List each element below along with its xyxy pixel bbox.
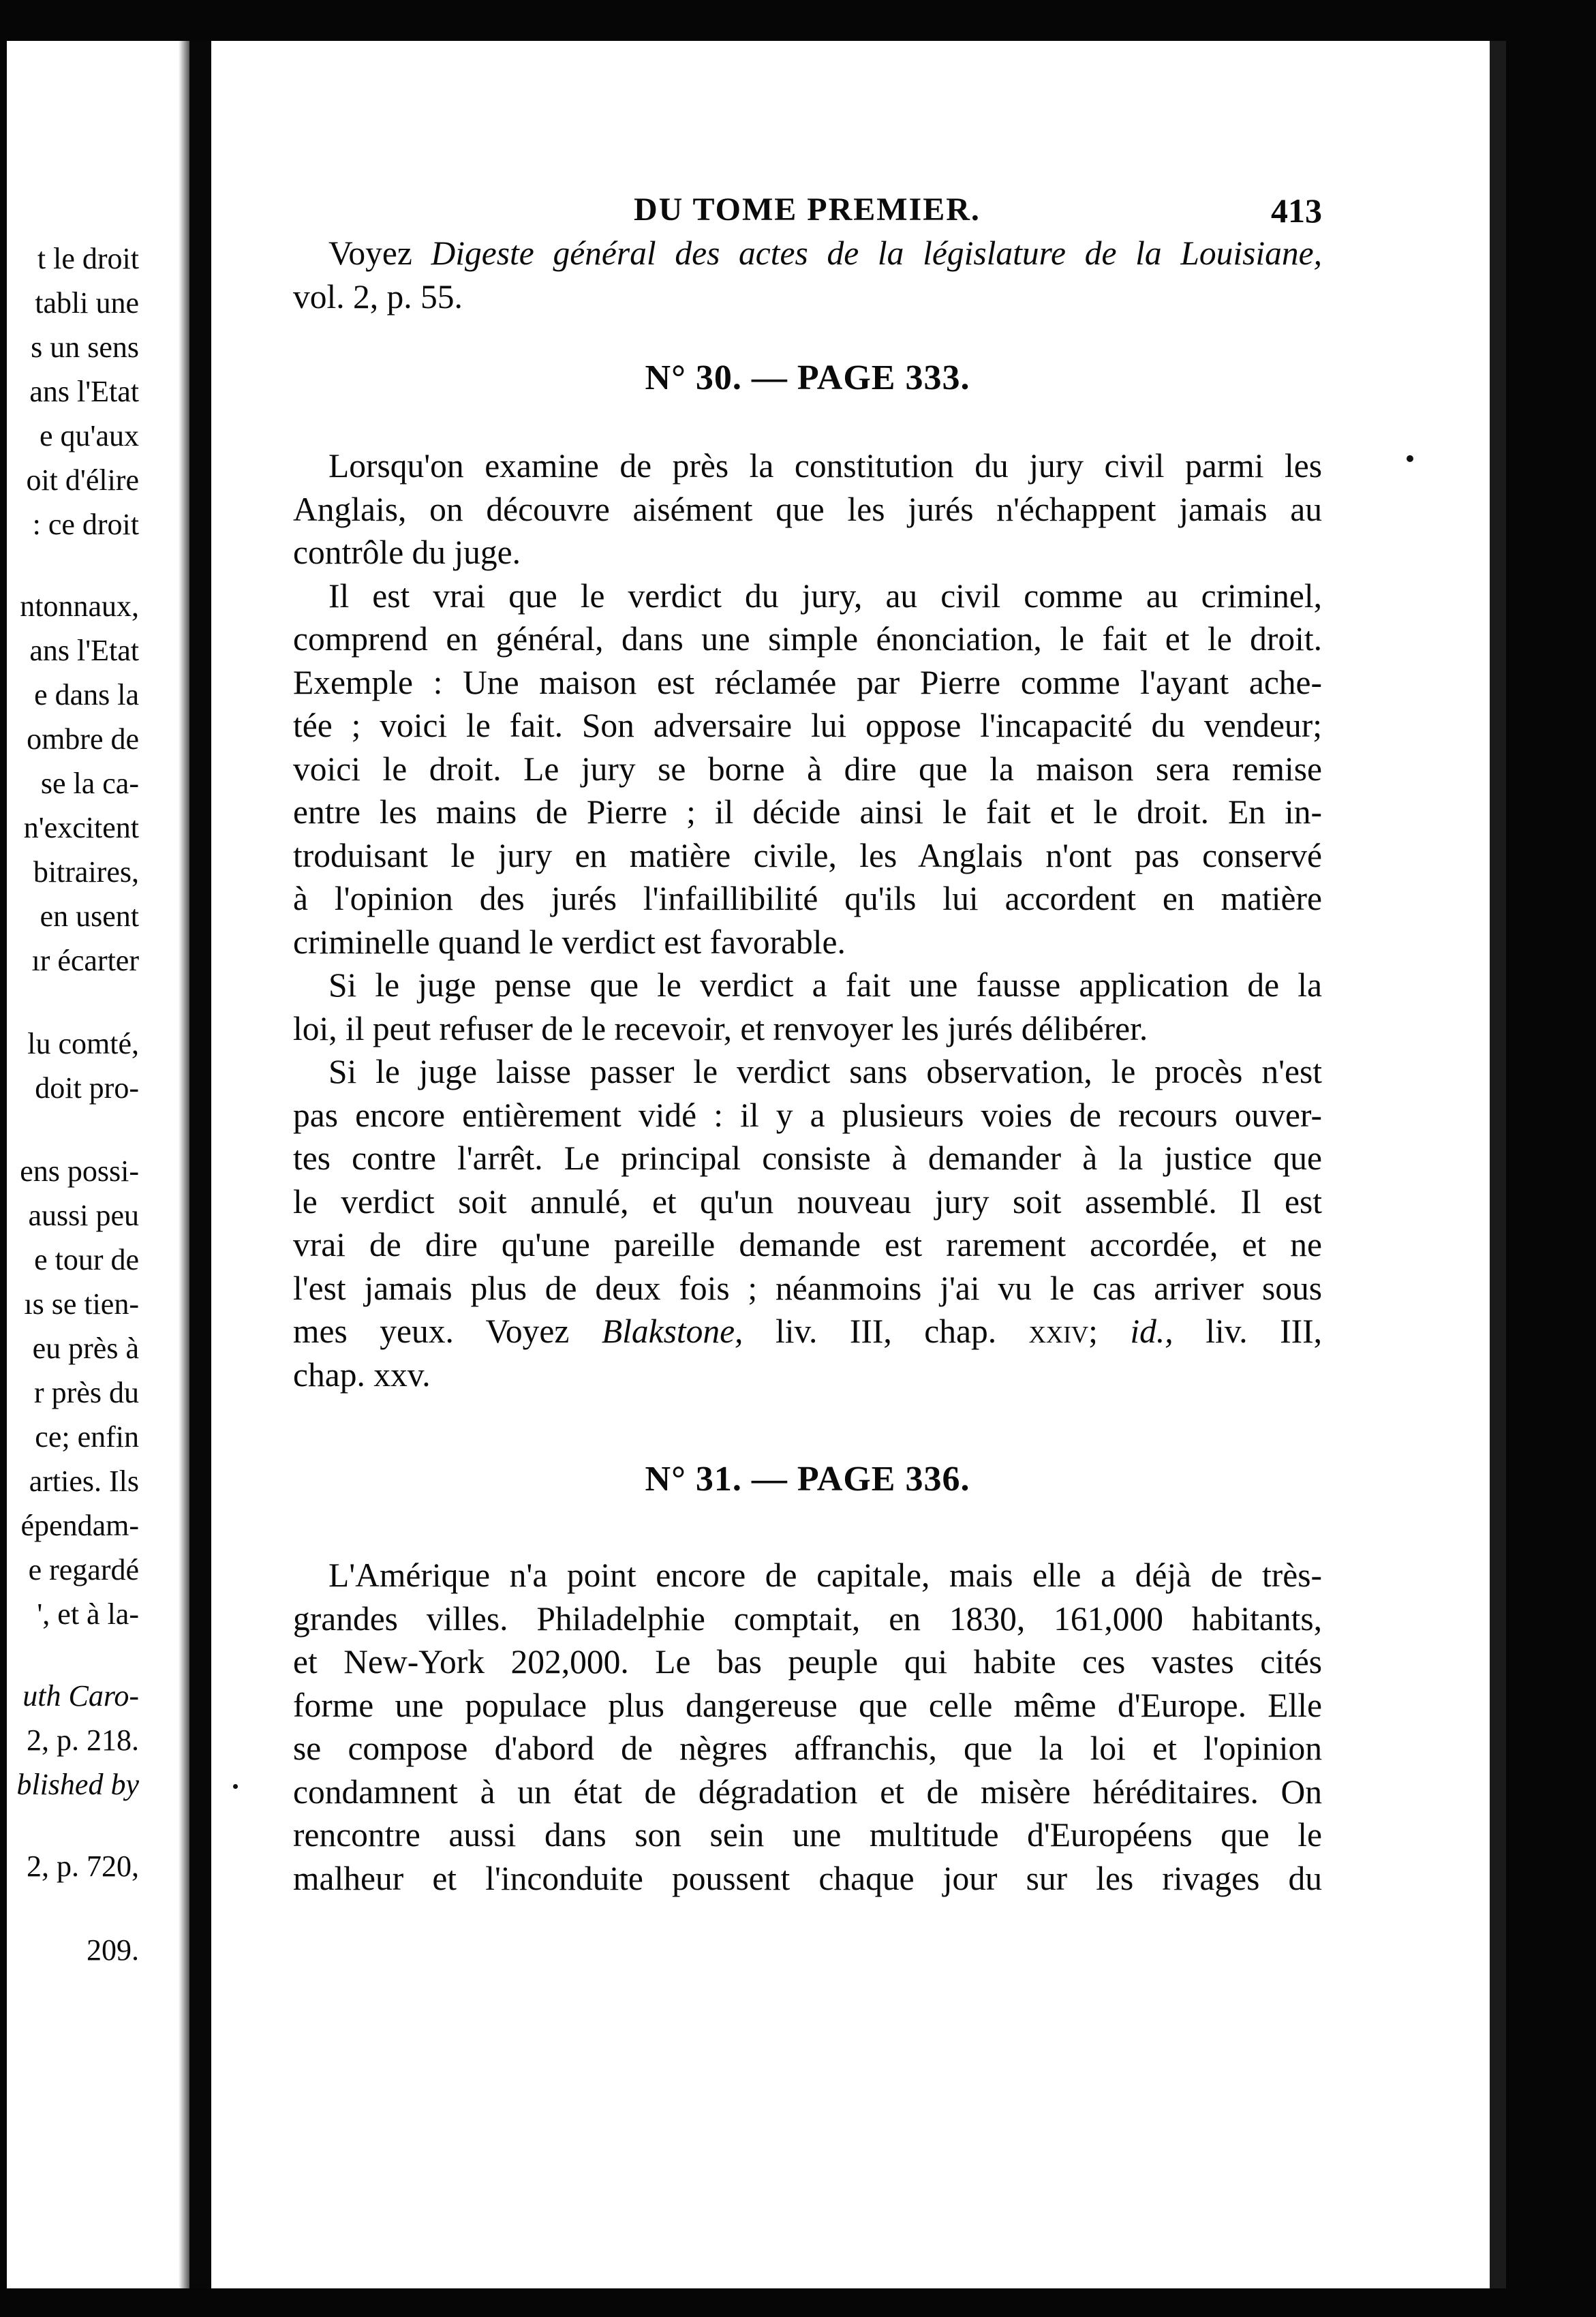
facing-page-line: 2, p. 720,	[27, 1850, 139, 1883]
facing-page-line: se la ca-	[40, 767, 139, 800]
facing-page-line: lu comté,	[27, 1027, 139, 1060]
facing-page-line: uth Caro-	[22, 1679, 139, 1713]
text-line: condamnent à un état de dégradation et de misère héréditaires. On	[293, 1773, 1322, 1811]
text-line: L'Amérique n'a point encore de capitale, mais elle a déjà de très-	[328, 1556, 1322, 1594]
facing-page-line: eu près à	[32, 1332, 139, 1365]
scan-border-right	[1506, 0, 1596, 2317]
note-30-final-line: chap. xxv.	[293, 1355, 431, 1394]
text-line: malheur et l'inconduite poussent chaque jour sur les rivages du	[293, 1859, 1322, 1897]
page-number: 413	[1271, 191, 1322, 230]
facing-page-line: e tour de	[34, 1243, 139, 1276]
facing-page-line: oit d'élire	[26, 463, 139, 497]
note-30-paragraph-1	[293, 444, 1322, 574]
facing-page-line: ıs se tien-	[24, 1287, 139, 1321]
text-line: loi, il peut refuser de le recevoir, et renvoyer les jurés délibérer.	[293, 1009, 1148, 1047]
text-line: rencontre aussi dans son sein une multitude d'Européens que le	[293, 1816, 1322, 1854]
text-line: entre les mains de Pierre ; il décide ainsi le fait et le droit. En in-	[293, 793, 1322, 831]
running-head	[293, 191, 1322, 239]
facing-page-line: : ce droit	[32, 508, 139, 541]
note-30-paragraph-3	[293, 964, 1322, 1050]
facing-page-line: ens possi-	[20, 1154, 139, 1188]
note-30-citation-line: mes yeux. Voyez Blakstone, liv. III, chap. xxiv; id., liv. III,	[293, 1313, 1322, 1350]
facing-page-line: n'excitent	[23, 811, 139, 844]
text-line: à l'opinion des jurés l'infaillibilité qu'ils lui accordent en matière	[293, 880, 1322, 917]
book-gutter	[189, 41, 211, 2288]
text-line: le verdict soit annulé, et qu'un nouveau jury soit assemblé. Il est	[293, 1182, 1322, 1221]
text-line: tes contre l'arrêt. Le principal consiste à demander à la justice que	[293, 1139, 1322, 1177]
text-line: Si le juge pense que le verdict a fait une fausse application de la	[328, 966, 1322, 1004]
gutter-shadow	[179, 41, 189, 2288]
text-line: criminelle quand le verdict est favorable.	[293, 923, 846, 961]
facing-page-line: blished by	[16, 1768, 139, 1801]
facing-page-line: ır écarter	[31, 944, 139, 977]
text-line: Lorsqu'on examine de près la constitution du jury civil parmi les	[328, 447, 1322, 485]
facing-page-fragment	[0, 0, 179, 2317]
facing-page-line: ombre de	[27, 722, 139, 756]
note-30-paragraph-2	[293, 574, 1322, 964]
facing-page-line: en usent	[40, 900, 139, 933]
text-line: forme une populace plus dangereuse que celle même d'Europe. Elle	[293, 1686, 1322, 1724]
facing-page-line: ans l'Etat	[29, 634, 139, 667]
facing-page-line: ce; enfin	[35, 1420, 139, 1454]
facing-page-line: t le droit	[37, 242, 139, 275]
text-line: contrôle du juge.	[293, 534, 521, 571]
note-30-paragraph-4	[293, 1050, 1322, 1396]
facing-page-line: tabli une	[35, 286, 139, 320]
text-line: Exemple : Une maison est réclamée par Pierre comme l'ayant ache-	[293, 663, 1322, 701]
margin-speck	[1407, 455, 1413, 462]
facing-page-line: doit pro-	[35, 1071, 139, 1105]
note-31-paragraph-1	[293, 1554, 1322, 1900]
facing-page-line: arties. Ils	[29, 1464, 139, 1498]
facing-page-line: 2, p. 218.	[27, 1723, 139, 1757]
intro-volume: vol. 2, p. 55.	[293, 277, 463, 316]
facing-page-line: ntonnaux,	[20, 589, 139, 623]
scan-border-top	[0, 0, 1596, 41]
page-edge-shadow	[1490, 41, 1506, 2288]
note-31-heading: N° 31. — PAGE 336.	[645, 1460, 970, 1499]
facing-page-line: aussi peu	[28, 1199, 139, 1232]
digest-title: Digeste général des actes de la législature de la Louisiane,	[431, 234, 1323, 272]
text-line: pas encore entièrement vidé : il y a plusieurs voies de recours ouver-	[293, 1096, 1322, 1134]
text-line: se compose d'abord de nègres affranchis, que la loi et l'opinion	[293, 1730, 1322, 1767]
facing-page-line: bitraires,	[33, 855, 139, 889]
note-30-heading: N° 30. — PAGE 333.	[645, 358, 970, 397]
facing-page-line: e dans la	[34, 678, 139, 711]
facing-page-line: ans l'Etat	[29, 375, 139, 408]
text-line: voici le droit. Le jury se borne à dire que la maison sera remise	[293, 750, 1322, 788]
text-line: grandes villes. Philadelphie comptait, en 1830, 161,000 habitants,	[293, 1599, 1322, 1638]
text-line: Il est vrai que le verdict du jury, au civil comme au criminel,	[328, 577, 1322, 615]
scan-border-bottom	[0, 2288, 1596, 2317]
text-line: l'est jamais plus de deux fois ; néanmoins j'ai vu le cas arriver sous	[293, 1269, 1322, 1307]
text-line: et New-York 202,000. Le bas peuple qui habite ces vastes cités	[293, 1643, 1322, 1681]
margin-speck	[233, 1784, 238, 1789]
facing-page-line: e regardé	[28, 1553, 139, 1586]
intro-reference: Voyez Digeste général des actes de la législature de la Louisiane, vol. 2, p. 55.	[293, 232, 1322, 318]
facing-page-line: r près du	[34, 1376, 139, 1409]
text-line: troduisant le jury en matière civile, les Anglais n'ont pas conservé	[293, 836, 1322, 874]
text-line: Si le juge laisse passer le verdict sans observation, le procès n'est	[328, 1053, 1322, 1090]
facing-page-line: ', et à la-	[37, 1597, 139, 1631]
text-line: tée ; voici le fait. Son adversaire lui oppose l'incapacité du vendeur;	[293, 707, 1322, 744]
text-line: Anglais, on découvre aisément que les jurés n'échappent jamais au	[293, 490, 1322, 528]
facing-page-line: e qu'aux	[40, 419, 139, 452]
blakstone-title: Blakstone,	[601, 1313, 743, 1350]
text-line: vrai de dire qu'une pareille demande est rarement accordée, et ne	[293, 1226, 1322, 1263]
facing-page-line: s un sens	[31, 331, 139, 364]
facing-page-line: épendam-	[20, 1509, 139, 1542]
facing-page-line: 209.	[87, 1933, 139, 1967]
running-title: DU TOME PREMIER.	[634, 191, 981, 228]
text-line: comprend en général, dans une simple énonciation, le fait et le droit.	[293, 620, 1322, 658]
book-page	[293, 191, 1322, 1900]
